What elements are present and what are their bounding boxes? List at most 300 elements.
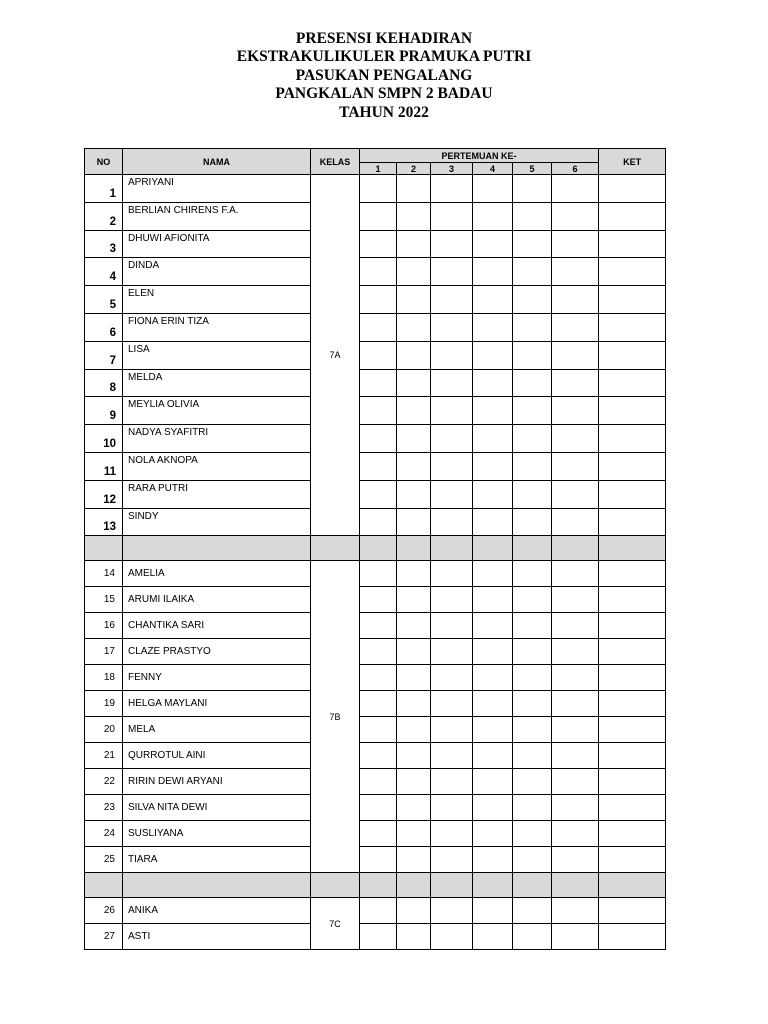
attendance-cell[interactable] bbox=[397, 286, 431, 314]
attendance-cell[interactable] bbox=[552, 397, 599, 425]
attendance-cell[interactable] bbox=[473, 397, 513, 425]
attendance-cell[interactable] bbox=[397, 341, 431, 369]
student-name: FENNY bbox=[123, 665, 311, 691]
attendance-cell[interactable] bbox=[552, 313, 599, 341]
attendance-cell[interactable] bbox=[513, 452, 552, 480]
table-row bbox=[85, 452, 666, 480]
attendance-cell[interactable] bbox=[552, 691, 599, 717]
attendance-cell[interactable] bbox=[552, 175, 599, 203]
student-name: FIONA ERIN TIZA bbox=[123, 313, 311, 341]
table-row bbox=[85, 743, 666, 769]
ket-cell[interactable] bbox=[599, 613, 666, 639]
attendance-cell[interactable] bbox=[360, 821, 397, 847]
student-name: DINDA bbox=[123, 258, 311, 286]
attendance-cell[interactable] bbox=[397, 480, 431, 508]
student-name: MELA bbox=[123, 717, 311, 743]
attendance-cell[interactable] bbox=[513, 769, 552, 795]
table-row bbox=[85, 717, 666, 743]
attendance-cell[interactable] bbox=[513, 230, 552, 258]
table-row bbox=[85, 924, 666, 950]
attendance-cell[interactable] bbox=[513, 369, 552, 397]
header-row bbox=[85, 149, 666, 163]
student-name: RIRIN DEWI ARYANI bbox=[123, 769, 311, 795]
ket-cell[interactable] bbox=[599, 795, 666, 821]
attendance-cell[interactable] bbox=[397, 924, 431, 950]
attendance-table bbox=[84, 148, 666, 950]
attendance-cell[interactable] bbox=[360, 175, 397, 203]
attendance-cell[interactable] bbox=[360, 665, 397, 691]
attendance-cell[interactable] bbox=[473, 639, 513, 665]
attendance-cell[interactable] bbox=[431, 425, 473, 453]
attendance-cell[interactable] bbox=[552, 898, 599, 924]
attendance-cell[interactable] bbox=[513, 613, 552, 639]
attendance-cell[interactable] bbox=[397, 230, 431, 258]
attendance-cell[interactable] bbox=[513, 665, 552, 691]
document-title bbox=[0, 30, 768, 122]
attendance-cell[interactable] bbox=[397, 639, 431, 665]
attendance-cell[interactable] bbox=[431, 452, 473, 480]
attendance-cell[interactable] bbox=[552, 286, 599, 314]
attendance-cell[interactable] bbox=[552, 847, 599, 873]
attendance-cell[interactable] bbox=[431, 397, 473, 425]
table-row bbox=[85, 691, 666, 717]
ket-cell[interactable] bbox=[599, 561, 666, 587]
attendance-cell[interactable] bbox=[397, 425, 431, 453]
ket-cell[interactable] bbox=[599, 898, 666, 924]
attendance-cell[interactable] bbox=[513, 639, 552, 665]
class-cell: 7B bbox=[311, 561, 360, 873]
attendance-cell[interactable] bbox=[397, 175, 431, 203]
row-number: 23 bbox=[85, 795, 123, 821]
separator-cell bbox=[360, 536, 397, 561]
attendance-cell[interactable] bbox=[473, 369, 513, 397]
table-row bbox=[85, 230, 666, 258]
row-number: 4 bbox=[85, 258, 123, 286]
attendance-cell[interactable] bbox=[473, 258, 513, 286]
attendance-cell[interactable] bbox=[552, 821, 599, 847]
attendance-cell[interactable] bbox=[397, 452, 431, 480]
separator-cell bbox=[311, 873, 360, 898]
separator-cell bbox=[552, 536, 599, 561]
separator-row bbox=[85, 873, 666, 898]
ket-cell[interactable] bbox=[599, 587, 666, 613]
ket-cell[interactable] bbox=[599, 508, 666, 536]
attendance-cell[interactable] bbox=[513, 508, 552, 536]
title-line: PASUKAN PENGALANG bbox=[295, 66, 473, 84]
attendance-cell[interactable] bbox=[360, 313, 397, 341]
student-name: NOLA AKNOPA bbox=[123, 452, 311, 480]
ket-cell[interactable] bbox=[599, 691, 666, 717]
attendance-cell[interactable] bbox=[431, 691, 473, 717]
table-row bbox=[85, 480, 666, 508]
attendance-cell[interactable] bbox=[397, 717, 431, 743]
header-meeting: 1 bbox=[360, 163, 397, 175]
attendance-cell[interactable] bbox=[513, 587, 552, 613]
attendance-cell[interactable] bbox=[431, 561, 473, 587]
header-meeting: 4 bbox=[473, 163, 513, 175]
attendance-cell[interactable] bbox=[473, 743, 513, 769]
title-line: PANGKALAN SMPN 2 BADAU bbox=[275, 85, 493, 103]
attendance-cell[interactable] bbox=[513, 795, 552, 821]
row-number: 3 bbox=[85, 230, 123, 258]
ket-cell[interactable] bbox=[599, 743, 666, 769]
attendance-cell[interactable] bbox=[397, 313, 431, 341]
header-meeting: 3 bbox=[431, 163, 473, 175]
attendance-cell[interactable] bbox=[552, 639, 599, 665]
row-number: 20 bbox=[85, 717, 123, 743]
attendance-cell[interactable] bbox=[473, 924, 513, 950]
attendance-cell[interactable] bbox=[473, 508, 513, 536]
ket-cell[interactable] bbox=[599, 924, 666, 950]
ket-cell[interactable] bbox=[599, 847, 666, 873]
attendance-cell[interactable] bbox=[513, 847, 552, 873]
attendance-cell[interactable] bbox=[552, 369, 599, 397]
row-number: 15 bbox=[85, 587, 123, 613]
attendance-cell[interactable] bbox=[473, 691, 513, 717]
ket-cell[interactable] bbox=[599, 639, 666, 665]
table-row bbox=[85, 795, 666, 821]
header-meeting: 2 bbox=[397, 163, 431, 175]
table-row bbox=[85, 397, 666, 425]
attendance-cell[interactable] bbox=[397, 202, 431, 230]
row-number: 7 bbox=[85, 341, 123, 369]
attendance-cell[interactable] bbox=[473, 175, 513, 203]
attendance-cell[interactable] bbox=[431, 508, 473, 536]
attendance-cell[interactable] bbox=[513, 313, 552, 341]
attendance-cell[interactable] bbox=[431, 613, 473, 639]
ket-cell[interactable] bbox=[599, 452, 666, 480]
row-number: 9 bbox=[85, 397, 123, 425]
attendance-cell[interactable] bbox=[513, 743, 552, 769]
attendance-cell[interactable] bbox=[360, 508, 397, 536]
attendance-cell[interactable] bbox=[513, 258, 552, 286]
attendance-cell[interactable] bbox=[397, 508, 431, 536]
header-nama: NAMA bbox=[123, 149, 311, 175]
attendance-cell[interactable] bbox=[397, 369, 431, 397]
attendance-cell[interactable] bbox=[431, 821, 473, 847]
student-name: SILVA NITA DEWI bbox=[123, 795, 311, 821]
attendance-cell[interactable] bbox=[360, 691, 397, 717]
attendance-cell[interactable] bbox=[552, 769, 599, 795]
attendance-cell[interactable] bbox=[360, 341, 397, 369]
attendance-cell[interactable] bbox=[552, 587, 599, 613]
attendance-cell[interactable] bbox=[513, 202, 552, 230]
attendance-cell[interactable] bbox=[552, 202, 599, 230]
row-number: 25 bbox=[85, 847, 123, 873]
attendance-cell[interactable] bbox=[360, 639, 397, 665]
attendance-cell[interactable] bbox=[397, 847, 431, 873]
attendance-cell[interactable] bbox=[360, 769, 397, 795]
row-number: 21 bbox=[85, 743, 123, 769]
table-row bbox=[85, 821, 666, 847]
attendance-cell[interactable] bbox=[360, 452, 397, 480]
row-number: 13 bbox=[85, 508, 123, 536]
student-name: SINDY bbox=[123, 508, 311, 536]
attendance-cell[interactable] bbox=[397, 397, 431, 425]
student-name: MEYLIA OLIVIA bbox=[123, 397, 311, 425]
header-no: NO bbox=[85, 149, 123, 175]
attendance-cell[interactable] bbox=[360, 258, 397, 286]
student-name: AMELIA bbox=[123, 561, 311, 587]
class-cell: 7C bbox=[311, 898, 360, 950]
attendance-cell[interactable] bbox=[431, 480, 473, 508]
attendance-cell[interactable] bbox=[431, 717, 473, 743]
student-name: APRIYANI bbox=[123, 175, 311, 203]
separator-cell bbox=[513, 536, 552, 561]
student-name: ARUMI ILAIKA bbox=[123, 587, 311, 613]
attendance-cell[interactable] bbox=[473, 847, 513, 873]
attendance-cell[interactable] bbox=[513, 691, 552, 717]
row-number: 19 bbox=[85, 691, 123, 717]
attendance-cell[interactable] bbox=[473, 230, 513, 258]
ket-cell[interactable] bbox=[599, 480, 666, 508]
row-number: 27 bbox=[85, 924, 123, 950]
title-line: PRESENSI KEHADIRAN bbox=[295, 30, 473, 47]
student-name: CLAZE PRASTYO bbox=[123, 639, 311, 665]
table-row bbox=[85, 341, 666, 369]
header-meeting: 5 bbox=[513, 163, 552, 175]
attendance-cell[interactable] bbox=[397, 561, 431, 587]
student-name: SUSLIYANA bbox=[123, 821, 311, 847]
attendance-cell[interactable] bbox=[552, 613, 599, 639]
separator-cell bbox=[431, 536, 473, 561]
attendance-cell[interactable] bbox=[431, 743, 473, 769]
attendance-cell[interactable] bbox=[552, 743, 599, 769]
row-number: 12 bbox=[85, 480, 123, 508]
attendance-cell[interactable] bbox=[513, 425, 552, 453]
student-name: ASTI bbox=[123, 924, 311, 950]
attendance-cell[interactable] bbox=[473, 202, 513, 230]
row-number: 14 bbox=[85, 561, 123, 587]
ket-cell[interactable] bbox=[599, 769, 666, 795]
separator-cell bbox=[123, 873, 311, 898]
student-name: MELDA bbox=[123, 369, 311, 397]
attendance-cell[interactable] bbox=[360, 230, 397, 258]
attendance-cell[interactable] bbox=[552, 452, 599, 480]
separator-cell bbox=[311, 536, 360, 561]
attendance-cell[interactable] bbox=[473, 587, 513, 613]
row-number: 6 bbox=[85, 313, 123, 341]
attendance-cell[interactable] bbox=[360, 898, 397, 924]
attendance-cell[interactable] bbox=[431, 175, 473, 203]
ket-cell[interactable] bbox=[599, 258, 666, 286]
table-row bbox=[85, 175, 666, 203]
attendance-cell[interactable] bbox=[397, 898, 431, 924]
attendance-cell[interactable] bbox=[513, 898, 552, 924]
attendance-cell[interactable] bbox=[431, 795, 473, 821]
table-row bbox=[85, 313, 666, 341]
table-row bbox=[85, 369, 666, 397]
row-number: 10 bbox=[85, 425, 123, 453]
attendance-cell[interactable] bbox=[431, 341, 473, 369]
separator-cell bbox=[473, 536, 513, 561]
attendance-cell[interactable] bbox=[397, 795, 431, 821]
attendance-cell[interactable] bbox=[473, 795, 513, 821]
student-name: NADYA SYAFITRI bbox=[123, 425, 311, 453]
attendance-cell[interactable] bbox=[360, 743, 397, 769]
row-number: 17 bbox=[85, 639, 123, 665]
header-meeting: 6 bbox=[552, 163, 599, 175]
attendance-cell[interactable] bbox=[473, 452, 513, 480]
separator-cell bbox=[85, 873, 123, 898]
attendance-cell[interactable] bbox=[397, 587, 431, 613]
title-line: TAHUN 2022 bbox=[339, 103, 429, 121]
ket-cell[interactable] bbox=[599, 175, 666, 203]
attendance-cell[interactable] bbox=[473, 898, 513, 924]
table-row bbox=[85, 769, 666, 795]
attendance-cell[interactable] bbox=[397, 258, 431, 286]
ket-cell[interactable] bbox=[599, 821, 666, 847]
attendance-cell[interactable] bbox=[552, 795, 599, 821]
table-row bbox=[85, 587, 666, 613]
attendance-cell[interactable] bbox=[431, 769, 473, 795]
attendance-cell[interactable] bbox=[513, 341, 552, 369]
attendance-cell[interactable] bbox=[360, 202, 397, 230]
student-name: HELGA MAYLANI bbox=[123, 691, 311, 717]
attendance-cell[interactable] bbox=[473, 665, 513, 691]
attendance-cell[interactable] bbox=[552, 425, 599, 453]
ket-cell[interactable] bbox=[599, 230, 666, 258]
attendance-cell[interactable] bbox=[397, 743, 431, 769]
ket-cell[interactable] bbox=[599, 717, 666, 743]
attendance-cell[interactable] bbox=[360, 286, 397, 314]
separator-cell bbox=[85, 536, 123, 561]
attendance-cell[interactable] bbox=[513, 397, 552, 425]
title-line: EKSTRAKULIKULER PRAMUKA PUTRI bbox=[236, 48, 532, 66]
student-name: LISA bbox=[123, 341, 311, 369]
separator-cell bbox=[123, 536, 311, 561]
attendance-cell[interactable] bbox=[473, 769, 513, 795]
attendance-cell[interactable] bbox=[552, 480, 599, 508]
table-row bbox=[85, 425, 666, 453]
attendance-cell[interactable] bbox=[360, 587, 397, 613]
attendance-cell[interactable] bbox=[431, 258, 473, 286]
ket-cell[interactable] bbox=[599, 202, 666, 230]
attendance-cell[interactable] bbox=[552, 230, 599, 258]
attendance-cell[interactable] bbox=[397, 821, 431, 847]
separator-cell bbox=[552, 873, 599, 898]
attendance-cell[interactable] bbox=[431, 230, 473, 258]
attendance-cell[interactable] bbox=[431, 665, 473, 691]
attendance-cell[interactable] bbox=[397, 691, 431, 717]
attendance-cell[interactable] bbox=[552, 341, 599, 369]
row-number: 1 bbox=[85, 175, 123, 203]
attendance-cell[interactable] bbox=[431, 924, 473, 950]
attendance-cell[interactable] bbox=[552, 258, 599, 286]
table-row bbox=[85, 639, 666, 665]
attendance-cell[interactable] bbox=[431, 639, 473, 665]
attendance-cell[interactable] bbox=[431, 286, 473, 314]
attendance-cell[interactable] bbox=[513, 821, 552, 847]
attendance-cell[interactable] bbox=[473, 821, 513, 847]
attendance-cell[interactable] bbox=[360, 397, 397, 425]
attendance-cell[interactable] bbox=[397, 665, 431, 691]
attendance-cell[interactable] bbox=[513, 561, 552, 587]
student-name: BERLIAN CHIRENS F.A. bbox=[123, 202, 311, 230]
table-row bbox=[85, 847, 666, 873]
table-row bbox=[85, 202, 666, 230]
table-row bbox=[85, 665, 666, 691]
attendance-cell[interactable] bbox=[473, 286, 513, 314]
attendance-cell[interactable] bbox=[360, 717, 397, 743]
attendance-cell[interactable] bbox=[431, 847, 473, 873]
attendance-cell[interactable] bbox=[473, 313, 513, 341]
attendance-cell[interactable] bbox=[431, 202, 473, 230]
attendance-cell[interactable] bbox=[473, 341, 513, 369]
attendance-cell[interactable] bbox=[552, 924, 599, 950]
attendance-cell[interactable] bbox=[360, 480, 397, 508]
attendance-cell[interactable] bbox=[473, 613, 513, 639]
ket-cell[interactable] bbox=[599, 313, 666, 341]
attendance-cell[interactable] bbox=[513, 480, 552, 508]
attendance-cell[interactable] bbox=[360, 847, 397, 873]
ket-cell[interactable] bbox=[599, 665, 666, 691]
header-pertemuan: PERTEMUAN KE- bbox=[360, 149, 599, 163]
row-number: 22 bbox=[85, 769, 123, 795]
row-number: 2 bbox=[85, 202, 123, 230]
attendance-cell[interactable] bbox=[360, 425, 397, 453]
header-ket: KET bbox=[599, 149, 666, 175]
student-name: TIARA bbox=[123, 847, 311, 873]
header-kelas: KELAS bbox=[311, 149, 360, 175]
row-number: 16 bbox=[85, 613, 123, 639]
table-row bbox=[85, 613, 666, 639]
attendance-cell[interactable] bbox=[513, 286, 552, 314]
attendance-cell[interactable] bbox=[360, 795, 397, 821]
attendance-cell[interactable] bbox=[431, 587, 473, 613]
ket-cell[interactable] bbox=[599, 369, 666, 397]
attendance-cell[interactable] bbox=[431, 898, 473, 924]
attendance-cell[interactable] bbox=[513, 717, 552, 743]
ket-cell[interactable] bbox=[599, 425, 666, 453]
row-number: 18 bbox=[85, 665, 123, 691]
ket-cell[interactable] bbox=[599, 397, 666, 425]
row-number: 24 bbox=[85, 821, 123, 847]
attendance-cell[interactable] bbox=[360, 924, 397, 950]
row-number: 11 bbox=[85, 452, 123, 480]
table-row bbox=[85, 508, 666, 536]
table-row bbox=[85, 258, 666, 286]
attendance-cell[interactable] bbox=[552, 508, 599, 536]
attendance-cell[interactable] bbox=[552, 561, 599, 587]
attendance-cell[interactable] bbox=[360, 369, 397, 397]
attendance-cell[interactable] bbox=[513, 924, 552, 950]
attendance-cell[interactable] bbox=[397, 613, 431, 639]
attendance-cell[interactable] bbox=[473, 480, 513, 508]
ket-cell[interactable] bbox=[599, 286, 666, 314]
attendance-cell[interactable] bbox=[431, 369, 473, 397]
attendance-cell[interactable] bbox=[473, 425, 513, 453]
separator-cell bbox=[599, 536, 666, 561]
attendance-cell[interactable] bbox=[473, 561, 513, 587]
separator-cell bbox=[473, 873, 513, 898]
table-row bbox=[85, 286, 666, 314]
attendance-cell[interactable] bbox=[397, 769, 431, 795]
student-name: CHANTIKA SARI bbox=[123, 613, 311, 639]
attendance-cell[interactable] bbox=[552, 717, 599, 743]
attendance-cell[interactable] bbox=[473, 717, 513, 743]
ket-cell[interactable] bbox=[599, 341, 666, 369]
attendance-cell[interactable] bbox=[431, 313, 473, 341]
attendance-cell[interactable] bbox=[552, 665, 599, 691]
attendance-cell[interactable] bbox=[360, 561, 397, 587]
attendance-cell[interactable] bbox=[360, 613, 397, 639]
separator-cell bbox=[397, 873, 431, 898]
attendance-cell[interactable] bbox=[513, 175, 552, 203]
table-row bbox=[85, 898, 666, 924]
separator-cell bbox=[360, 873, 397, 898]
student-name: ANIKA bbox=[123, 898, 311, 924]
